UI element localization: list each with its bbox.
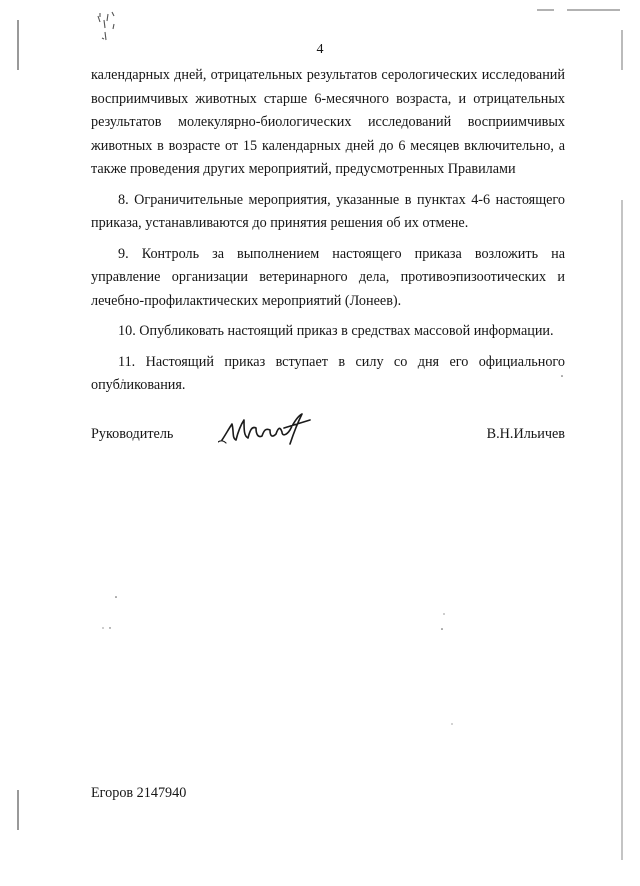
document-body <box>91 64 565 405</box>
handwritten-signature <box>218 410 314 450</box>
paragraph-item-8: 8. Ограничительные мероприятия, указанные в пунктах 4-6 настоящего приказа, устанавливаются до принятия решения об их отмене. <box>91 191 565 231</box>
page-number: 4 <box>316 42 324 57</box>
paragraph-item-11: 11. Настоящий приказ вступает в силу со дня его официального опубликования. <box>91 353 565 393</box>
paragraph-item-10: 10. Опубликовать настоящий приказ в средствах массовой информации. <box>118 323 554 339</box>
signature-block <box>91 424 565 454</box>
signatory-title: Руководитель <box>91 426 174 442</box>
paragraph-continuation: календарных дней, отрицательных результатов серологических исследований восприимчивых животных старше 6-месячного возраста, и отрицательных результатов молекулярно-биологических исследований восприимчивых животных в возрасте от 15 календарных дней до 6 месяцев включительно, а также проведения других мероприятий, предусмотренных Правилами <box>91 67 565 177</box>
signatory-name: В.Н.Ильичев <box>486 426 565 442</box>
paragraph-item-9: 9. Контроль за выполнением настоящего приказа возложить на управление организации ветеринарного дела, противоэпизоотических и лечебно-профилактических мероприятий (Лонеев). <box>91 245 565 309</box>
executor-note: Егоров 2147940 <box>91 785 187 801</box>
handwritten-mark <box>94 10 122 46</box>
